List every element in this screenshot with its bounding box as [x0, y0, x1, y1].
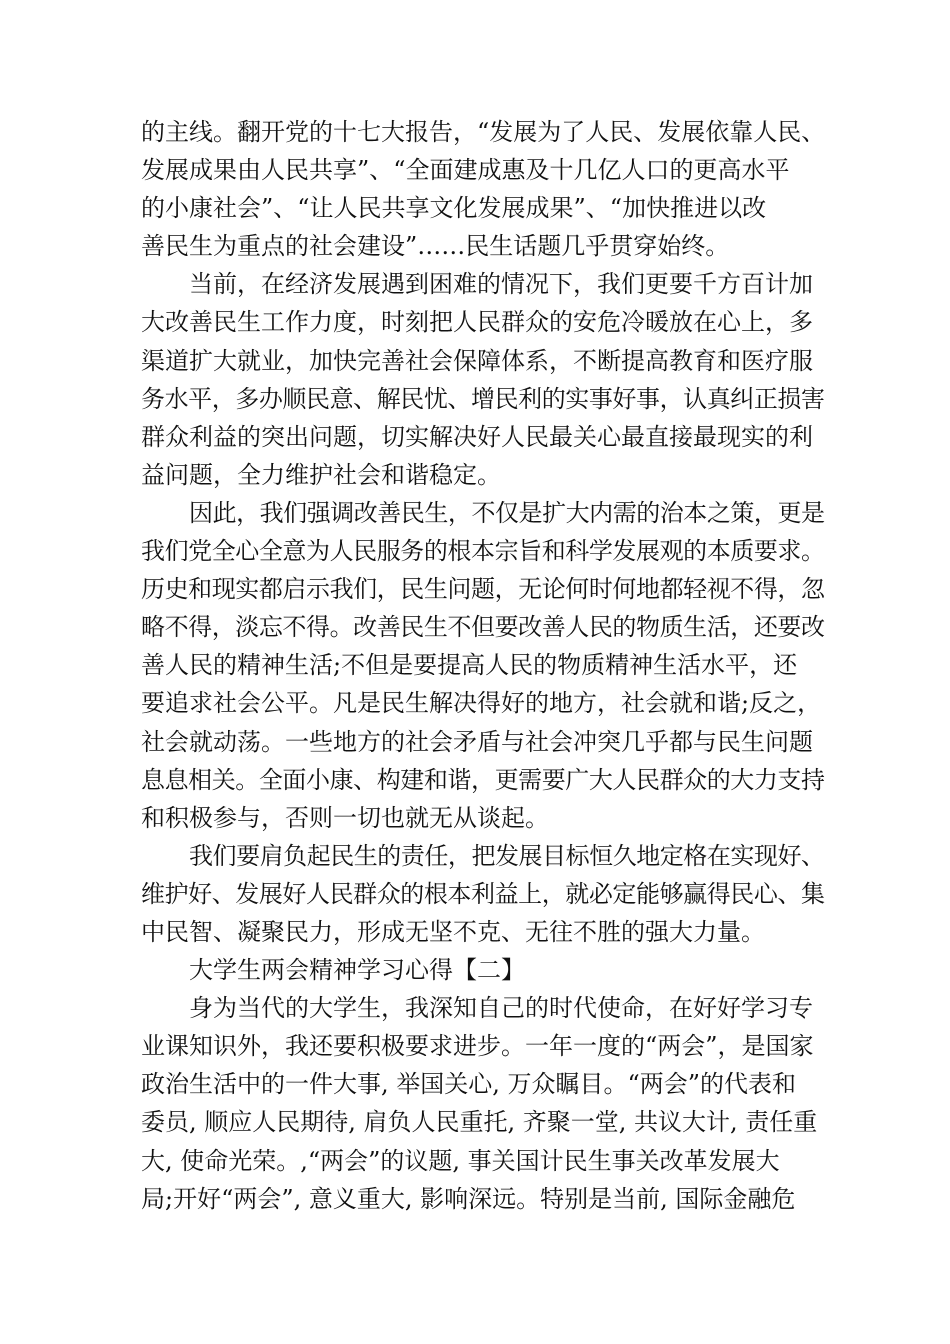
- document-page: [141, 113, 825, 1218]
- text-line: 益问题，全力维护社会和谐稳定。: [141, 460, 501, 489]
- text-line: 维护好、发展好人民群众的根本利益上，就必定能够赢得民心、集: [141, 879, 825, 908]
- text-line: 善民生为重点的社会建设”……民生话题几乎贯穿始终。: [141, 232, 730, 261]
- text-line: 群众利益的突出问题，切实解决好人民最关心最直接最现实的利: [141, 422, 813, 451]
- text-line: 因此，我们强调改善民生，不仅是扩大内需的治本之策，更是: [189, 498, 825, 527]
- text-line: 政治生活中的一件大事, 举国关心, 万众瞩目。“两会”的代表和: [141, 1070, 797, 1099]
- text-line: 大改善民生工作力度，时刻把人民群众的安危冷暖放在心上，多: [141, 308, 813, 337]
- text-line: 业课知识外，我还要积极要求进步。一年一度的“两会”，是国家: [141, 1032, 814, 1061]
- text-line: 略不得，淡忘不得。改善民生不但要改善人民的物质生活，还要改: [141, 613, 825, 642]
- text-line: 大, 使命光荣。,“两会”的议题, 事关国计民生事关改革发展大: [141, 1146, 780, 1175]
- text-line: 大学生两会精神学习心得【二】: [189, 956, 525, 985]
- text-line: 和积极参与，否则一切也就无从谈起。: [141, 803, 549, 832]
- text-line: 局;开好“两会”, 意义重大, 影响深远。特别是当前, 国际金融危: [141, 1184, 796, 1213]
- text-line: 身为当代的大学生，我深知自己的时代使命，在好好学习专: [189, 994, 813, 1023]
- text-line: 的小康社会”、“让人民共享文化发展成果”、“加快推进以改: [141, 194, 767, 223]
- text-line: 善人民的精神生活;不但是要提高人民的物质精神生活水平，还: [141, 651, 798, 680]
- text-line: 务水平，多办顺民意、解民忧、增民利的实事好事，认真纠正损害: [141, 384, 825, 413]
- text-line: 当前，在经济发展遇到困难的情况下，我们更要千方百计加: [189, 270, 813, 299]
- text-line: 的主线。翻开党的十七大报告，“发展为了人民、发展依靠人民、: [141, 118, 826, 146]
- text-line: 渠道扩大就业，加快完善社会保障体系，不断提高教育和医疗服: [141, 346, 813, 375]
- text-line: 委员, 顺应人民期待, 肩负人民重托, 齐聚一堂, 共议大计, 责任重: [141, 1108, 818, 1137]
- text-line: 社会就动荡。一些地方的社会矛盾与社会冲突几乎都与民生问题: [141, 727, 813, 756]
- text-line: 息息相关。全面小康、构建和谐，更需要广大人民群众的大力支持: [141, 765, 825, 794]
- text-line: 我们党全心全意为人民服务的根本宗旨和科学发展观的本质要求。: [141, 537, 825, 566]
- text-line: 历史和现实都启示我们，民生问题，无论何时何地都轻视不得，忽: [141, 575, 825, 604]
- text-line: 中民智、凝聚民力，形成无坚不克、无往不胜的强大力量。: [141, 917, 765, 946]
- text-line: 要追求社会公平。凡是民生解决得好的地方，社会就和谐;反之，: [141, 689, 822, 718]
- text-line: 我们要肩负起民生的责任，把发展目标恒久地定格在实现好、: [189, 841, 825, 870]
- text-line: 发展成果由人民共享”、“全面建成惠及十几亿人口的更高水平: [141, 156, 790, 185]
